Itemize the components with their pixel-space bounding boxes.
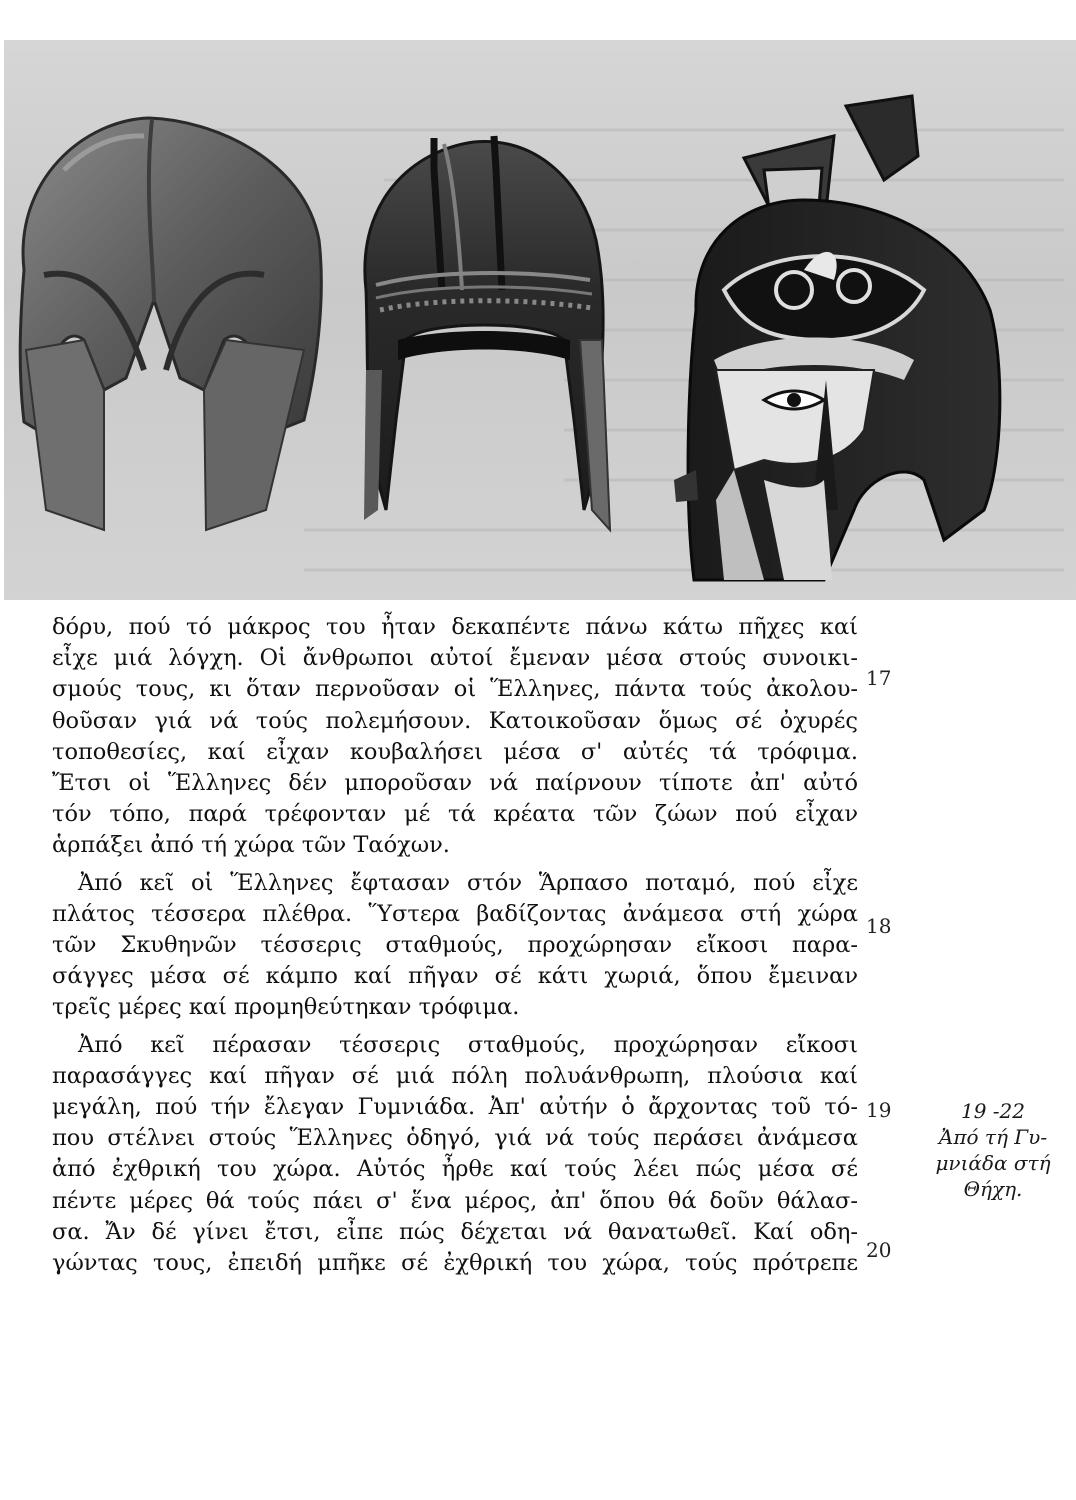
verse-number-18: 18 (866, 914, 892, 938)
text-line: Ἀπό κεῖ πέρασαν τέσσερις σταθμούς, προχώρησαν εἴκοσι (78, 1031, 858, 1058)
verse-number-19: 19 (866, 1098, 892, 1122)
margin-note-line: Ἀπό τή Γυ- (938, 1125, 1048, 1149)
text-line: μεγάλη, πού τήν ἔλεγαν Γυμνιάδα. Ἀπ' αὐτήν ὁ ἄρχοντας τοῦ τό- (52, 1094, 858, 1121)
text-line: δόρυ, πού τό μάκρος του ἦταν δεκαπέντε πάνω κάτω πῆχες καί (52, 614, 858, 640)
verse-number-17: 17 (866, 666, 892, 690)
margin-note-line: μνιάδα στή (935, 1151, 1051, 1175)
text-line: εἶχε μιά λόγχη. Οἱ ἄνθρωποι αὐτοί ἔμεναν μέσα στούς συνοικι- (52, 645, 858, 672)
paragraph-3 (52, 1030, 858, 1280)
text-line: τοποθεσίες, καί εἶχαν κουβαλήσει μέσα σ' αὐτές τά τρόφιμα. (52, 738, 858, 765)
helmets-illustration (4, 40, 1076, 600)
text-line: σάγγες μέσα σέ κάμπο καί πῆγαν σέ κάτι χωριά, ὅπου ἔμειναν (52, 963, 858, 990)
text-line: παρασάγγες καί πῆγαν σέ μιά πόλη πολυάνθρωπη, πλούσια καί (52, 1062, 858, 1089)
text-line: ἀπό ἐχθρική του χώρα. Αὐτός ἦρθε καί τούς λέει πώς μέσα σέ (52, 1156, 858, 1183)
text-line: θοῦσαν γιά νά τούς πολεμήσουν. Κατοικοῦσαν ὅμως σέ ὀχυρές (52, 707, 858, 734)
text-line: πλάτος τέσσερα πλέθρα. Ὕστερα βαδίζοντας ἀνάμεσα στή χώρα (52, 900, 858, 927)
text-line: τρεῖς μέρες καί προμηθεύτηκαν τρόφιμα. (52, 994, 520, 1021)
text-line: που στέλνει στούς Ἕλληνες ὁδηγό, γιά νά τούς περάσει ἀνάμεσα (52, 1125, 858, 1152)
text-line: πέντε μέρες θά τούς πάει σ' ἕνα μέρος, ἀπ' ὅπου θά δοῦν θάλασ- (52, 1187, 858, 1214)
text-line: σα. Ἄν δέ γίνει ἔτσι, εἶπε πώς δέχεται νά θανατωθεῖ. Καί οδη- (52, 1218, 858, 1245)
corinthian-helmet-icon (20, 118, 321, 530)
text-line: Ἀπό κεῖ οἱ Ἕλληνες ἔφτασαν στόν Ἅρπασο ποταμό, πού εἶχε (78, 869, 858, 896)
text-line: ἁρπάξει ἀπό τή χώρα τῶν Ταόχων. (52, 832, 450, 859)
margin-note (918, 1098, 1068, 1202)
painted-helmet-icon (674, 96, 1000, 580)
margin-note-ref: 19 -22 (960, 1099, 1025, 1123)
text-line: Ἔτσι οἱ Ἕλληνες δέν μποροῦσαν νά παίρνουν τίποτε ἀπ' αὐτό (52, 770, 858, 797)
text-line: τῶν Σκυθηνῶν τέσσερις σταθμούς, προχώρησαν εἴκοσι παρα- (52, 932, 858, 959)
text-line: σμούς τους, κι ὅταν περνοῦσαν οἱ Ἕλληνες, πάντα τούς ἀκολου- (52, 676, 858, 703)
margin-note-line: Θήχη. (963, 1177, 1023, 1201)
main-text (52, 612, 858, 1285)
verse-number-20: 20 (866, 1238, 892, 1262)
paragraph-2 (52, 868, 858, 1024)
chalcidian-helmet-icon (364, 136, 610, 530)
paragraph-1 (52, 612, 858, 862)
text-line: τόν τόπο, παρά τρέφονταν μέ τά κρέατα τῶν ζώων πού εἶχαν (52, 801, 858, 828)
text-line: γώντας τους, ἐπειδή μπῆκε σέ ἐχθρική του χώρα, τούς πρότρεπε (52, 1250, 858, 1277)
helmets-photo (4, 40, 1076, 600)
